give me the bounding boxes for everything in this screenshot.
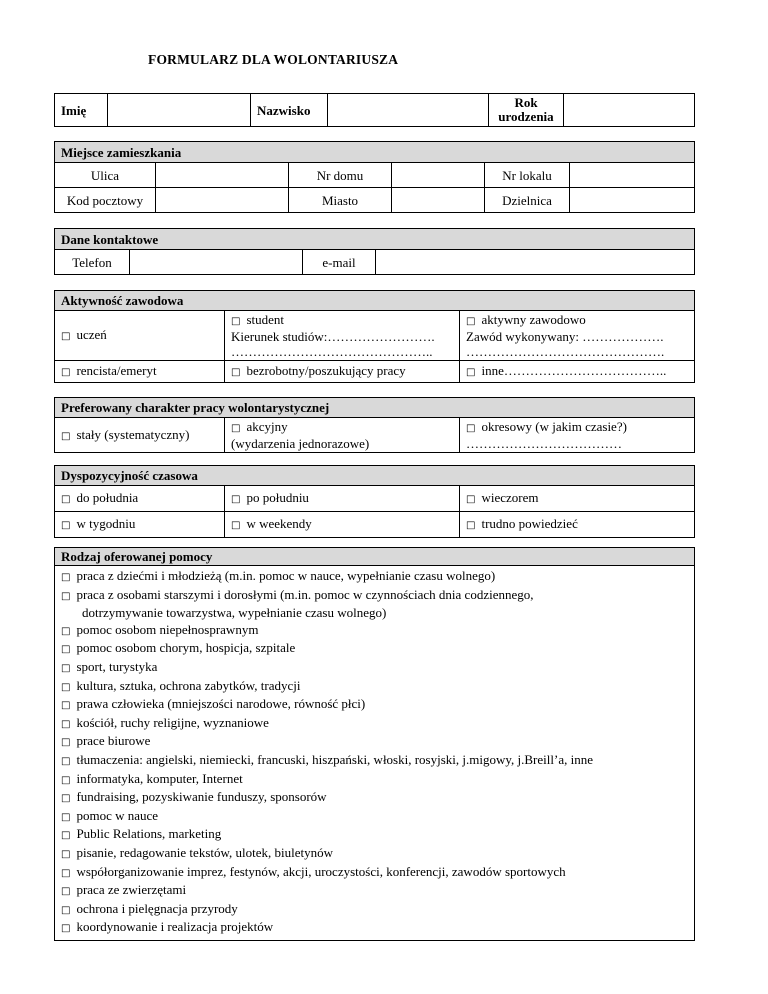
checkbox-icon[interactable]: □ — [466, 423, 476, 434]
checkbox-icon[interactable]: □ — [61, 494, 71, 505]
list-item[interactable]: □ tłumaczenia: angielski, niemiecki, francuski, hiszpański, włoski, rosyjski, j.migowy, j.Breill’a, inne — [61, 751, 593, 767]
list-item[interactable]: □ pomoc osobom chorym, hospicja, szpitale — [61, 640, 296, 656]
checkbox-icon[interactable]: □ — [61, 718, 71, 730]
checkbox-icon[interactable]: □ — [61, 904, 71, 916]
postal-code-label: Kod pocztowy — [55, 188, 156, 213]
option-other[interactable]: □ inne……………………………….. — [460, 361, 695, 383]
help-type-header: Rodzaj oferowanej pomocy — [55, 548, 695, 566]
email-field[interactable] — [376, 250, 695, 275]
option-employed[interactable]: □ aktywny zawodowo Zawód wykonywany: ………………. ………………………………………. — [460, 311, 695, 361]
last-name-label: Nazwisko — [251, 94, 328, 127]
checkbox-icon[interactable]: □ — [231, 316, 241, 327]
checkbox-icon[interactable]: □ — [61, 700, 71, 712]
checkbox-icon[interactable]: □ — [61, 755, 71, 767]
checkbox-icon[interactable]: □ — [61, 811, 71, 823]
list-item[interactable]: □ kościół, ruchy religijne, wyznaniowe — [61, 714, 269, 730]
work-type-header: Preferowany charakter pracy wolontarystycznej — [55, 398, 695, 418]
profession[interactable]: Zawód wykonywany: ………………. — [466, 329, 664, 344]
option-pupil[interactable]: □ uczeń — [55, 311, 225, 361]
option-periodic[interactable]: □ okresowy (w jakim czasie?) ……………………………… — [460, 418, 695, 453]
street-field[interactable] — [156, 163, 289, 188]
list-item[interactable]: □ Public Relations, marketing — [61, 826, 222, 842]
phone-label: Telefon — [55, 250, 130, 275]
list-item[interactable]: □ współorganizowanie imprez, festynów, akcji, uroczystości, konferencji, zawodów sportowych — [61, 863, 566, 879]
city-field[interactable] — [392, 188, 485, 213]
checkbox-icon[interactable]: □ — [61, 923, 71, 935]
checkbox-icon[interactable]: □ — [61, 793, 71, 805]
list-item[interactable]: □ prace biurowe — [61, 733, 151, 749]
checkbox-icon[interactable]: □ — [466, 367, 476, 378]
street-label: Ulica — [55, 163, 156, 188]
list-item[interactable]: □ praca ze zwierzętami — [61, 882, 187, 898]
personal-table — [54, 93, 695, 127]
checkbox-icon[interactable]: □ — [61, 430, 71, 442]
option-hard-to-say[interactable]: □ trudno powiedzieć — [460, 512, 695, 538]
checkbox-icon[interactable]: □ — [231, 423, 241, 434]
checkbox-icon[interactable]: □ — [61, 331, 71, 342]
option-student[interactable]: □ student Kierunek studiów:……………………. ……………………………………….. — [225, 311, 460, 361]
list-item[interactable]: □ pomoc osobom niepełnosprawnym — [61, 621, 259, 637]
list-item-continuation: dotrzymywanie towarzystwa, wypełnianie czasu wolnego) — [82, 605, 387, 621]
checkbox-icon[interactable]: □ — [61, 367, 71, 378]
list-item[interactable]: □ koordynowanie i realizacja projektów — [61, 919, 274, 935]
checkbox-icon[interactable]: □ — [231, 494, 241, 505]
checkbox-icon[interactable]: □ — [466, 316, 476, 327]
help-type-list — [55, 566, 695, 941]
district-label: Dzielnica — [485, 188, 570, 213]
checkbox-icon[interactable]: □ — [61, 625, 71, 637]
work-type-table — [54, 397, 695, 453]
checkbox-icon[interactable]: □ — [231, 367, 241, 378]
checkbox-icon[interactable]: □ — [61, 848, 71, 860]
checkbox-icon[interactable]: □ — [61, 830, 71, 842]
list-item[interactable]: □ pomoc w nauce — [61, 807, 159, 823]
checkbox-icon[interactable]: □ — [61, 737, 71, 749]
option-weekdays[interactable]: □ w tygodniu — [55, 512, 225, 538]
house-no-label: Nr domu — [289, 163, 392, 188]
birth-year-label: Rok urodzenia — [489, 94, 564, 127]
checkbox-icon[interactable]: □ — [61, 572, 71, 583]
email-label: e-mail — [303, 250, 376, 275]
availability-header: Dyspozycyjność czasowa — [55, 466, 695, 486]
contact-table — [54, 228, 695, 275]
checkbox-icon[interactable]: □ — [61, 644, 71, 656]
residence-table — [54, 141, 695, 213]
option-unemployed[interactable]: □ bezrobotny/poszukujący pracy — [225, 361, 460, 383]
checkbox-icon[interactable]: □ — [61, 520, 71, 531]
form-title: FORMULARZ DLA WOLONTARIUSZA — [148, 52, 399, 67]
option-weekends[interactable]: □ w weekendy — [225, 512, 460, 538]
activity-table — [54, 290, 695, 383]
residence-header: Miejsce zamieszkania — [55, 142, 695, 163]
option-action[interactable]: □ akcyjny (wydarzenia jednorazowe) — [225, 418, 460, 453]
option-afternoon[interactable]: □ po południu — [225, 486, 460, 512]
phone-field[interactable] — [130, 250, 303, 275]
last-name-field[interactable] — [328, 94, 489, 127]
list-item[interactable]: □ prawa człowieka (mniejszości narodowe, równość płci) — [61, 696, 366, 712]
first-name-label: Imię — [55, 94, 108, 127]
activity-header: Aktywność zawodowa — [55, 291, 695, 311]
house-no-field[interactable] — [392, 163, 485, 188]
district-field[interactable] — [570, 188, 695, 213]
flat-no-label: Nr lokalu — [485, 163, 570, 188]
checkbox-icon[interactable]: □ — [61, 681, 71, 693]
flat-no-field[interactable] — [570, 163, 695, 188]
checkbox-icon[interactable]: □ — [466, 494, 476, 505]
list-item[interactable]: □ informatyka, komputer, Internet — [61, 770, 243, 786]
field-of-study[interactable]: Kierunek studiów:……………………. — [231, 329, 435, 344]
checkbox-icon[interactable]: □ — [61, 662, 71, 674]
city-label: Miasto — [289, 188, 392, 213]
checkbox-icon[interactable]: □ — [61, 886, 71, 898]
list-item[interactable]: □ kultura, sztuka, ochrona zabytków, tradycji — [61, 677, 301, 693]
checkbox-icon[interactable]: □ — [61, 867, 71, 879]
birth-year-field[interactable] — [564, 94, 695, 127]
availability-table — [54, 465, 695, 538]
first-name-field[interactable] — [108, 94, 251, 127]
checkbox-icon[interactable]: □ — [61, 590, 71, 602]
list-item[interactable]: □ sport, turystyka — [61, 658, 158, 674]
list-item[interactable]: □ pisanie, redagowanie tekstów, ulotek, biuletynów — [61, 844, 334, 860]
checkbox-icon[interactable]: □ — [61, 774, 71, 786]
help-type-table — [54, 547, 695, 941]
option-permanent[interactable]: □ stały (systematyczny) — [55, 418, 225, 453]
list-item[interactable]: □ ochrona i pielęgnacja przyrody — [61, 900, 238, 916]
checkbox-icon[interactable]: □ — [231, 520, 241, 531]
option-retired[interactable]: □ rencista/emeryt — [55, 361, 225, 383]
list-item[interactable]: □ praca z osobami starszymi i dorosłymi (m.in. pomoc w czynnościach dnia codziennego, — [61, 586, 534, 602]
checkbox-icon[interactable]: □ — [466, 520, 476, 531]
postal-code-field[interactable] — [156, 188, 289, 213]
list-item[interactable]: □ fundraising, pozyskiwanie funduszy, sponsorów — [61, 789, 327, 805]
option-morning[interactable]: □ do południa — [55, 486, 225, 512]
contact-header: Dane kontaktowe — [55, 229, 695, 250]
option-evening[interactable]: □ wieczorem — [460, 486, 695, 512]
list-item[interactable]: □ praca z dziećmi i młodzieżą (m.in. pomoc w nauce, wypełnianie czasu wolnego) — [61, 568, 496, 583]
